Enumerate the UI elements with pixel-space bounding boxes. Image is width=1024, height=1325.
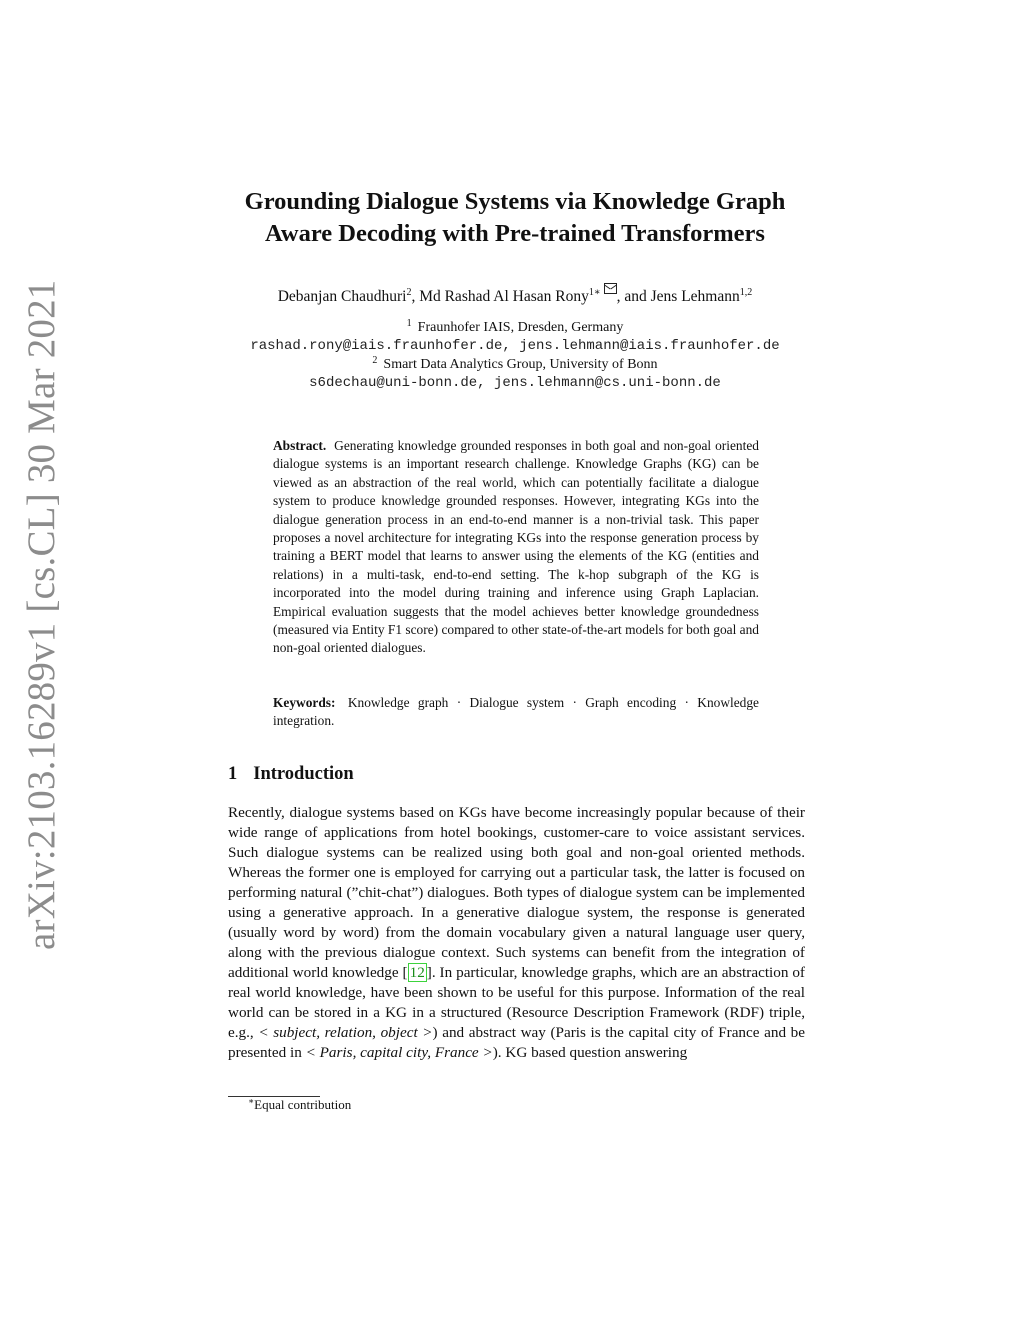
- citation-link[interactable]: 12: [409, 964, 425, 981]
- abstract-text: Generating knowledge grounded responses in both goal and non-goal oriented dialogue systems is an important research challenge. Knowledge Graphs (KG) can be viewed as an abstraction of the real world, which can potentially facilitate a dialogue system to produce knowledge grounded responses. However, integrating KGs into the dialogue generation process in an end-to-end manner is a non-trivial task. This paper proposes a novel architecture for integrating KGs into the response generation process by training a BERT model that learns to answer using the elements of the KG (entities and relations) in a multi-task, end-to-end setting. The k-hop subgraph of the KG is incorporated into the model during training and inference using Graph Laplacian. Empirical evaluation suggests that the model achieves better knowledge groundedness (measured via Entity F1 score) compared to other state-of-the-art models for both goal and non-goal oriented dialogues.: [273, 438, 759, 656]
- paragraph-text: ) and abstract way (Paris is the capital city of France and be presented in: [228, 1024, 805, 1061]
- keywords: [273, 694, 759, 731]
- affiliation-1: [170, 319, 860, 355]
- paper-title: [170, 186, 860, 250]
- footnote-text: Equal contribution: [254, 1097, 352, 1112]
- author-name: Md Rashad Al Hasan Rony: [419, 288, 589, 305]
- introduction-paragraph: [228, 803, 805, 1063]
- paragraph-text: Recently, dialogue systems based on KGs have become increasingly popular because of their wide range of applications from hotel bookings, customer-care to voice assistant services. Such dialogue systems can be realized using both goal and non-goal oriented methods. Whereas the former one is employed for carrying out a particular task, the latter is focused on performing natural (”chit-chat”) dialogues. Both types of dialogue system can be implemented using a generative approach. In a generative dialogue system, the response is generated (usually word by word) from the domain vocabulary given a natural language user query, along with the previous dialogue context. Such systems can benefit from the integration of additional world knowledge: [228, 804, 805, 981]
- rdf-triple-example: < Paris, capital city, France >: [305, 1044, 493, 1061]
- footnote: [248, 1097, 351, 1113]
- paper-title-line-2: Aware Decoding with Pre-trained Transformers: [265, 220, 765, 247]
- section-heading: [228, 762, 354, 786]
- affiliation-emails: s6dechau@uni-bonn.de, jens.lehmann@cs.uni-bonn.de: [309, 375, 721, 391]
- author-affiliation-mark: 2: [406, 287, 412, 298]
- abstract: [273, 437, 759, 658]
- author-separator: ,: [411, 288, 420, 305]
- author-affiliation-mark: 1∗: [588, 287, 601, 298]
- paragraph-text: ]: [426, 964, 432, 981]
- author-name: Jens Lehmann: [650, 288, 740, 305]
- paragraph-text: . In particular, knowledge graphs, which are an abstraction of real world knowledge, have been shown to be useful for this purpose. Information of the real world can be stored in a KG in a structured (Resource Description Framework (RDF) triple, e.g.,: [228, 964, 805, 1041]
- affiliation-name: Smart Data Analytics Group, University of Bonn: [383, 357, 658, 372]
- author-list: [170, 283, 860, 307]
- envelope-icon: [604, 283, 617, 294]
- paragraph-text: [: [402, 964, 408, 981]
- keywords-label: Keywords:: [273, 695, 336, 710]
- author-affiliation-mark: 1,2: [739, 287, 753, 298]
- paper-title-line-1: Grounding Dialogue Systems via Knowledge Graph: [244, 188, 786, 215]
- rdf-triple-generic: < subject, relation, object >: [258, 1024, 433, 1041]
- paragraph-text: ). KG based question answering: [492, 1044, 688, 1061]
- section-title: Introduction: [253, 764, 354, 784]
- affiliation-number: 1: [406, 318, 412, 329]
- author-name: Debanjan Chaudhuri: [277, 288, 407, 305]
- author-separator: , and: [616, 288, 651, 305]
- section-number: 1: [228, 764, 238, 784]
- affiliation-number: 2: [372, 355, 378, 366]
- affiliation-name: Fraunhofer IAIS, Dresden, Germany: [417, 320, 624, 335]
- arxiv-identifier-stamp: arXiv:2103.16289v1 [cs.CL] 30 Mar 2021: [20, 279, 63, 950]
- affiliation-emails: rashad.rony@iais.fraunhofer.de, jens.lehmann@iais.fraunhofer.de: [250, 338, 780, 354]
- abstract-label: Abstract.: [273, 438, 327, 453]
- footnote-mark: ∗: [248, 1096, 255, 1106]
- keywords-text: Knowledge graph · Dialogue system · Graph encoding · Knowledge integration.: [273, 695, 759, 729]
- affiliation-2: [170, 356, 860, 392]
